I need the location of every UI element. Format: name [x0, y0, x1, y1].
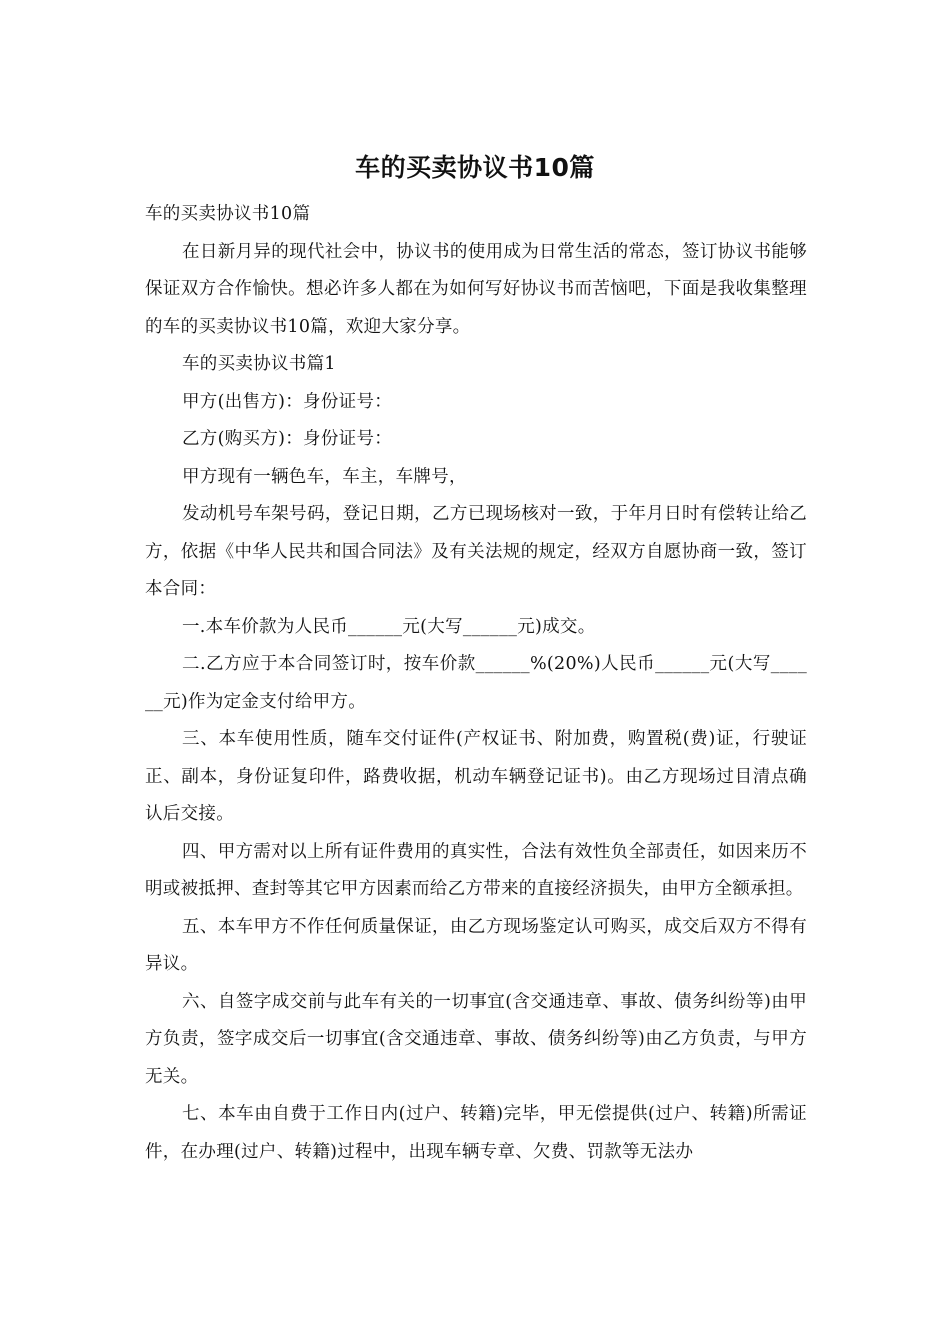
clause-5: 五、本车甲方不作任何质量保证，由乙方现场鉴定认可购买，成交后双方不得有异议。: [145, 916, 807, 974]
party-b-line: 乙方(购买方)：身份证号：: [182, 429, 393, 449]
vehicle-line: 甲方现有一辆色车，车主，车牌号，: [182, 466, 467, 487]
clause-1: 一.本车价款为人民币______元(大写______元)成交。: [182, 616, 596, 637]
section-heading: 车的买卖协议书篇1: [182, 354, 336, 374]
clause-3: 三、本车使用性质，随车交付证件(产权证书、附加费，购置税(费)证，行驶证正、副本，身份证复印件，路费收据，机动车辆登记证书)。由乙方现场过目清点确认后交接。: [145, 729, 807, 824]
clause-2: 二.乙方应于本合同签订时，按车价款______%(20%)人民币______元(大写______元)作为定金支付给甲方。: [145, 654, 807, 712]
party-a-line: 甲方(出售方)：身份证号：: [182, 391, 393, 412]
intro-paragraph: 在日新月异的现代社会中，协议书的使用成为日常生活的常态，签订协议书能够保证双方合作愉快。想必许多人都在为如何写好协议书而苦恼吧，下面是我收集整理的车的买卖协议书10篇，欢迎大家分享。: [145, 241, 807, 337]
engine-paragraph: 发动机号车架号码，登记日期，乙方已现场核对一致，于年月日时有偿转让给乙方，依据《中华人民共和国合同法》及有关法规的规定，经双方自愿协商一致，签订本合同：: [145, 504, 807, 599]
clause-7: 七、本车由自费于工作日内(过户、转籍)完毕，甲无偿提供(过户、转籍)所需证件，在办理(过户、转籍)过程中，出现车辆专章、欠费、罚款等无法办: [145, 1104, 807, 1162]
clause-6: 六、自签字成交前与此车有关的一切事宜(含交通违章、事故、债务纠纷等)由甲方负责，签字成交后一切事宜(含交通违章、事故、债务纠纷等)由乙方负责，与甲方无关。: [145, 991, 807, 1087]
clause-4: 四、甲方需对以上所有证件费用的真实性，合法有效性负全部责任，如因来历不明或被抵押、查封等其它甲方因素而给乙方带来的直接经济损失，由甲方全额承担。: [145, 841, 807, 899]
document-subtitle: 车的买卖协议书10篇: [145, 204, 311, 224]
document-body: [145, 196, 807, 1171]
document-title: 车的买卖协议书10篇: [355, 153, 595, 182]
